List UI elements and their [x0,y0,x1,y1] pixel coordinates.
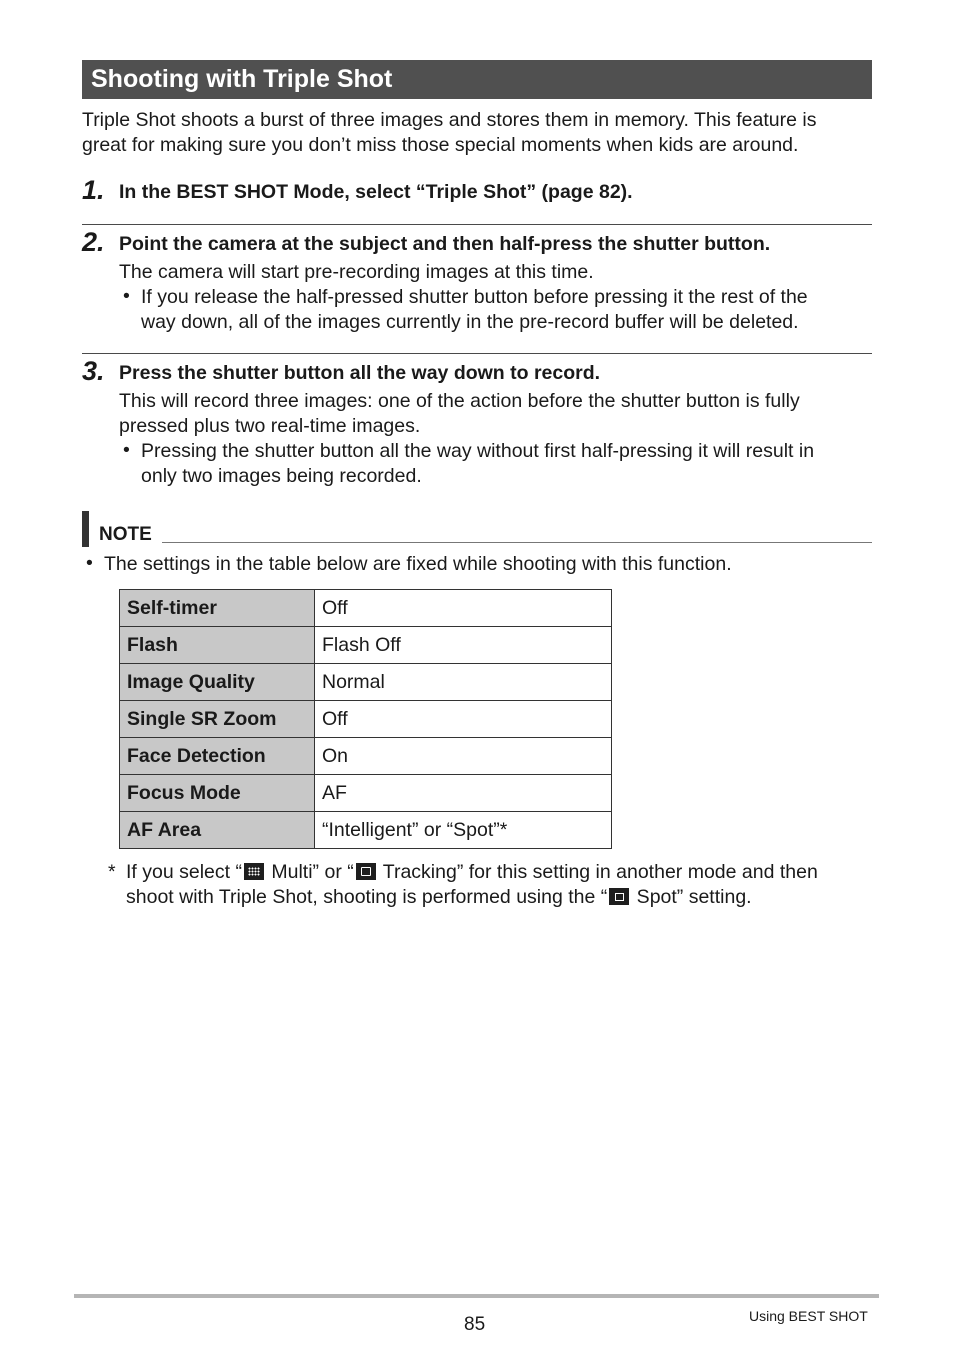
step-divider [82,353,872,354]
bullet-dot: • [123,285,130,307]
section-title: Shooting with Triple Shot [91,65,393,93]
step-1-number: 1. [82,175,105,205]
step-2-bullet-line-1: If you release the half-pressed shutter button before pressing it the rest of the [141,286,808,308]
setting-name: Self-timer [120,590,315,627]
footnote-mark: * [108,861,116,883]
spot-af-icon [609,888,629,905]
page-number: 85 [464,1314,486,1335]
step-2-title: Point the camera at the subject and then half-press the shutter button. [119,233,771,255]
step-3-bullet-line-2: only two images being recorded. [141,465,422,487]
footnote-text: Multi” or “ [265,861,354,883]
footnote-text: If you select “ [126,861,242,883]
note-bullet: The settings in the table below are fixed while shooting with this function. [104,553,732,575]
step-2-body: The camera will start pre-recording images at this time. [119,261,594,283]
footnote-text: Spot” setting. [631,886,752,908]
step-3-bullet-line-1: Pressing the shutter button all the way without first half-pressing it will result in [141,440,815,462]
step-3-title: Press the shutter button all the way down to record. [119,362,601,384]
table-row [120,775,612,812]
setting-name: Image Quality [120,664,315,701]
section-header [82,60,872,99]
setting-name: Face Detection [120,738,315,775]
table-row [120,590,612,627]
table-row [120,812,612,849]
note-label: NOTE [99,524,152,545]
table-row [120,701,612,738]
setting-value: “Intelligent” or “Spot”* [315,812,612,849]
settings-table [119,589,612,849]
table-row [120,664,612,701]
footnote-text: Tracking” for this setting in another mode and then [377,861,818,883]
step-divider [82,224,872,225]
setting-value: On [315,738,612,775]
setting-name: AF Area [120,812,315,849]
footer-section: Using BEST SHOT [749,1308,868,1324]
step-1-title: In the BEST SHOT Mode, select “Triple Shot” (page 82). [119,181,633,203]
footnote-line-2 [126,885,752,910]
step-2-bullet-line-2: way down, all of the images currently in the pre-record buffer will be deleted. [141,311,799,333]
footer-rule [74,1294,879,1298]
note-rule [162,542,872,543]
setting-name: Single SR Zoom [120,701,315,738]
setting-name: Flash [120,627,315,664]
setting-value: AF [315,775,612,812]
setting-value: Flash Off [315,627,612,664]
setting-value: Off [315,590,612,627]
table-row [120,738,612,775]
step-3-number: 3. [82,356,105,386]
multi-af-icon [244,863,264,880]
step-3-body-line-1: This will record three images: one of the action before the shutter button is fully [119,390,800,412]
intro-line-2: great for making sure you don’t miss those special moments when kids are around. [82,134,799,156]
setting-value: Off [315,701,612,738]
bullet-dot: • [123,439,130,461]
intro-line-1: Triple Shot shoots a burst of three images and stores them in memory. This feature is [82,109,817,131]
table-row [120,627,612,664]
step-3-body-line-2: pressed plus two real-time images. [119,415,421,437]
footnote-text: shoot with Triple Shot, shooting is performed using the “ [126,886,608,908]
footnote-line-1 [126,860,818,885]
step-2-number: 2. [82,227,105,257]
bullet-dot: • [86,552,93,574]
setting-value: Normal [315,664,612,701]
note-bar [82,511,89,547]
setting-name: Focus Mode [120,775,315,812]
tracking-af-icon [356,863,376,880]
